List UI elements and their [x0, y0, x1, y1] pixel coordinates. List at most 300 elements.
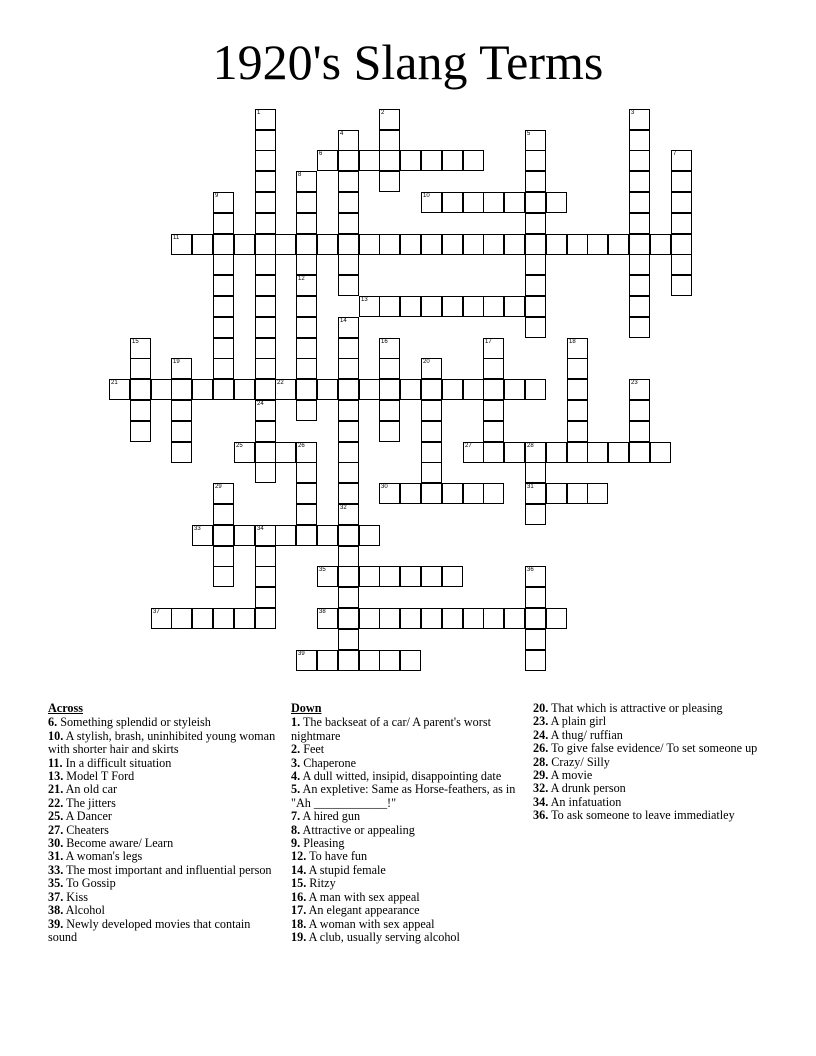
- clue-item: [533, 742, 773, 755]
- grid-cell[interactable]: [525, 254, 546, 275]
- grid-cell[interactable]: [338, 462, 359, 483]
- clue-number: 34.: [533, 794, 549, 809]
- grid-cell[interactable]: [338, 483, 359, 504]
- grid-cell[interactable]: [483, 400, 504, 421]
- grid-cell[interactable]: [317, 379, 338, 400]
- grid-cell[interactable]: [296, 525, 317, 546]
- grid-cell[interactable]: [255, 317, 276, 338]
- clue-text: Model T Ford: [66, 769, 135, 784]
- grid-cell[interactable]: [171, 234, 192, 255]
- grid-cell[interactable]: [525, 504, 546, 525]
- clue-text: Something splendid or styleish: [60, 715, 211, 730]
- clue-item: [291, 837, 527, 850]
- grid-cell[interactable]: [338, 442, 359, 463]
- down-clue-list-2: [533, 702, 773, 823]
- grid-cell[interactable]: [192, 525, 213, 546]
- grid-cell[interactable]: [255, 462, 276, 483]
- cell-number: 10: [423, 193, 430, 199]
- grid-cell[interactable]: [379, 296, 400, 317]
- grid-cell[interactable]: [525, 192, 546, 213]
- grid-cell[interactable]: [483, 421, 504, 442]
- grid-cell[interactable]: [109, 379, 130, 400]
- grid-cell[interactable]: [338, 358, 359, 379]
- grid-cell[interactable]: [255, 150, 276, 171]
- clue-item: [48, 891, 280, 904]
- grid-cell[interactable]: [629, 400, 650, 421]
- grid-cell[interactable]: [442, 150, 463, 171]
- grid-cell[interactable]: [213, 608, 234, 629]
- grid-cell[interactable]: [483, 234, 504, 255]
- grid-cell[interactable]: [359, 650, 380, 671]
- clue-text: Attractive or appealing: [302, 822, 415, 837]
- grid-cell[interactable]: [130, 400, 151, 421]
- grid-cell[interactable]: [255, 587, 276, 608]
- grid-cell[interactable]: [504, 234, 525, 255]
- grid-cell[interactable]: [421, 192, 442, 213]
- grid-cell[interactable]: [421, 462, 442, 483]
- grid-cell[interactable]: [338, 587, 359, 608]
- clue-text: In a difficult situation: [65, 755, 172, 770]
- grid-cell[interactable]: [255, 234, 276, 255]
- grid-cell[interactable]: [567, 421, 588, 442]
- grid-cell[interactable]: [421, 421, 442, 442]
- grid-cell[interactable]: [213, 296, 234, 317]
- grid-cell[interactable]: [525, 379, 546, 400]
- grid-cell[interactable]: [629, 421, 650, 442]
- grid-cell[interactable]: [296, 234, 317, 255]
- grid-cell[interactable]: [130, 338, 151, 359]
- grid-cell[interactable]: [338, 338, 359, 359]
- grid-cell[interactable]: [629, 296, 650, 317]
- grid-cell[interactable]: [338, 629, 359, 650]
- grid-cell[interactable]: [255, 608, 276, 629]
- grid-cell[interactable]: [255, 213, 276, 234]
- grid-cell[interactable]: [400, 296, 421, 317]
- grid-cell[interactable]: [255, 338, 276, 359]
- clue-item: [291, 850, 527, 863]
- grid-cell[interactable]: [379, 109, 400, 130]
- grid-cell[interactable]: [171, 442, 192, 463]
- grid-cell[interactable]: [379, 483, 400, 504]
- grid-cell[interactable]: [608, 234, 629, 255]
- clue-number: 1.: [291, 715, 301, 730]
- grid-cell[interactable]: [379, 130, 400, 151]
- grid-cell[interactable]: [421, 150, 442, 171]
- grid-cell[interactable]: [296, 171, 317, 192]
- grid-cell[interactable]: [379, 421, 400, 442]
- clue-text: A man with sex appeal: [308, 889, 420, 904]
- grid-cell[interactable]: [546, 483, 567, 504]
- grid-cell[interactable]: [525, 317, 546, 338]
- grid-cell[interactable]: [400, 608, 421, 629]
- grid-cell[interactable]: [587, 442, 608, 463]
- grid-cell[interactable]: [338, 650, 359, 671]
- grid-cell[interactable]: [171, 608, 192, 629]
- grid-cell[interactable]: [213, 546, 234, 567]
- grid-cell[interactable]: [525, 587, 546, 608]
- grid-cell[interactable]: [234, 525, 255, 546]
- grid-cell[interactable]: [213, 358, 234, 379]
- grid-cell[interactable]: [400, 150, 421, 171]
- grid-cell[interactable]: [629, 192, 650, 213]
- grid-cell[interactable]: [213, 504, 234, 525]
- grid-cell[interactable]: [296, 650, 317, 671]
- grid-cell[interactable]: [171, 379, 192, 400]
- grid-cell[interactable]: [130, 379, 151, 400]
- grid-cell[interactable]: [629, 130, 650, 151]
- clue-item: [291, 757, 527, 770]
- grid-cell[interactable]: [525, 150, 546, 171]
- grid-cell[interactable]: [213, 317, 234, 338]
- grid-cell[interactable]: [463, 483, 484, 504]
- grid-cell[interactable]: [192, 234, 213, 255]
- grid-cell[interactable]: [421, 608, 442, 629]
- grid-cell[interactable]: [442, 566, 463, 587]
- grid-cell[interactable]: [442, 608, 463, 629]
- grid-cell[interactable]: [255, 546, 276, 567]
- grid-cell[interactable]: [483, 358, 504, 379]
- clue-number: 11.: [48, 755, 63, 770]
- clue-text: A hired gun: [302, 809, 361, 824]
- grid-cell[interactable]: [525, 275, 546, 296]
- grid-cell[interactable]: [463, 442, 484, 463]
- grid-cell[interactable]: [338, 213, 359, 234]
- grid-cell[interactable]: [463, 608, 484, 629]
- grid-cell[interactable]: [359, 296, 380, 317]
- grid-cell[interactable]: [296, 275, 317, 296]
- grid-cell[interactable]: [525, 171, 546, 192]
- grid-cell[interactable]: [463, 150, 484, 171]
- grid-cell[interactable]: [317, 150, 338, 171]
- grid-cell[interactable]: [567, 483, 588, 504]
- grid-cell[interactable]: [650, 234, 671, 255]
- cell-number: 39: [298, 651, 305, 657]
- grid-cell[interactable]: [171, 400, 192, 421]
- grid-cell[interactable]: [338, 379, 359, 400]
- grid-cell[interactable]: [629, 317, 650, 338]
- grid-cell[interactable]: [379, 171, 400, 192]
- grid-cell[interactable]: [213, 275, 234, 296]
- grid-cell[interactable]: [442, 483, 463, 504]
- grid-cell[interactable]: [338, 400, 359, 421]
- grid-cell[interactable]: [234, 379, 255, 400]
- grid-cell[interactable]: [671, 192, 692, 213]
- grid-cell[interactable]: [234, 442, 255, 463]
- grid-cell[interactable]: [255, 379, 276, 400]
- grid-cell[interactable]: [338, 130, 359, 151]
- grid-cell[interactable]: [483, 608, 504, 629]
- clue-number: 15.: [291, 876, 307, 891]
- grid-cell[interactable]: [255, 421, 276, 442]
- grid-cell[interactable]: [296, 358, 317, 379]
- grid-cell[interactable]: [379, 608, 400, 629]
- grid-cell[interactable]: [421, 483, 442, 504]
- grid-cell[interactable]: [379, 566, 400, 587]
- grid-cell[interactable]: [317, 234, 338, 255]
- grid-cell[interactable]: [525, 650, 546, 671]
- grid-cell[interactable]: [421, 379, 442, 400]
- grid-cell[interactable]: [317, 566, 338, 587]
- grid-cell[interactable]: [213, 483, 234, 504]
- grid-cell[interactable]: [421, 400, 442, 421]
- grid-cell[interactable]: [338, 421, 359, 442]
- clue-number: 28.: [533, 754, 549, 769]
- grid-cell[interactable]: [255, 192, 276, 213]
- grid-cell[interactable]: [400, 379, 421, 400]
- grid-cell[interactable]: [255, 275, 276, 296]
- grid-cell[interactable]: [255, 109, 276, 130]
- grid-cell[interactable]: [400, 650, 421, 671]
- grid-cell[interactable]: [525, 566, 546, 587]
- grid-cell[interactable]: [338, 546, 359, 567]
- grid-cell[interactable]: [504, 608, 525, 629]
- grid-cell[interactable]: [338, 525, 359, 546]
- grid-cell[interactable]: [421, 358, 442, 379]
- clue-item: [48, 716, 280, 729]
- clue-text: Pleasing: [303, 836, 345, 851]
- grid-cell[interactable]: [255, 566, 276, 587]
- grid-cell[interactable]: [504, 296, 525, 317]
- clue-text: A stupid female: [308, 862, 386, 877]
- grid-cell[interactable]: [567, 442, 588, 463]
- grid-cell[interactable]: [546, 608, 567, 629]
- grid-cell[interactable]: [213, 338, 234, 359]
- grid-cell[interactable]: [317, 608, 338, 629]
- grid-cell[interactable]: [359, 608, 380, 629]
- grid-cell[interactable]: [296, 483, 317, 504]
- clue-text: To have fun: [309, 849, 368, 864]
- grid-cell[interactable]: [296, 462, 317, 483]
- grid-cell[interactable]: [296, 317, 317, 338]
- grid-cell[interactable]: [629, 275, 650, 296]
- grid-cell[interactable]: [379, 650, 400, 671]
- grid-cell[interactable]: [296, 379, 317, 400]
- grid-cell[interactable]: [213, 254, 234, 275]
- grid-cell[interactable]: [629, 234, 650, 255]
- grid-cell[interactable]: [629, 213, 650, 234]
- grid-cell[interactable]: [255, 296, 276, 317]
- grid-cell[interactable]: [400, 234, 421, 255]
- clue-number: 12.: [291, 849, 307, 864]
- grid-cell[interactable]: [213, 566, 234, 587]
- clue-item: [48, 864, 280, 877]
- grid-cell[interactable]: [275, 442, 296, 463]
- grid-cell[interactable]: [151, 379, 172, 400]
- grid-cell[interactable]: [255, 130, 276, 151]
- grid-cell[interactable]: [671, 150, 692, 171]
- grid-cell[interactable]: [379, 338, 400, 359]
- grid-cell[interactable]: [525, 296, 546, 317]
- grid-cell[interactable]: [567, 358, 588, 379]
- grid-cell[interactable]: [379, 400, 400, 421]
- grid-cell[interactable]: [442, 296, 463, 317]
- grid-cell[interactable]: [421, 296, 442, 317]
- grid-cell[interactable]: [275, 379, 296, 400]
- grid-cell[interactable]: [255, 358, 276, 379]
- grid-cell[interactable]: [504, 379, 525, 400]
- grid-cell[interactable]: [463, 296, 484, 317]
- grid-cell[interactable]: [650, 442, 671, 463]
- grid-cell[interactable]: [338, 234, 359, 255]
- grid-cell[interactable]: [192, 608, 213, 629]
- grid-cell[interactable]: [629, 379, 650, 400]
- grid-cell[interactable]: [255, 525, 276, 546]
- grid-cell[interactable]: [546, 442, 567, 463]
- grid-cell[interactable]: [525, 629, 546, 650]
- grid-cell[interactable]: [671, 275, 692, 296]
- grid-cell[interactable]: [463, 379, 484, 400]
- grid-cell[interactable]: [567, 400, 588, 421]
- grid-cell[interactable]: [525, 483, 546, 504]
- grid-cell[interactable]: [442, 234, 463, 255]
- grid-cell[interactable]: [171, 421, 192, 442]
- clue-text: An old car: [65, 782, 118, 797]
- down-clues: [291, 702, 527, 944]
- grid-cell[interactable]: [296, 504, 317, 525]
- grid-cell[interactable]: [213, 192, 234, 213]
- grid-cell[interactable]: [400, 483, 421, 504]
- grid-cell[interactable]: [421, 566, 442, 587]
- grid-cell[interactable]: [483, 296, 504, 317]
- grid-cell[interactable]: [525, 608, 546, 629]
- grid-cell[interactable]: [483, 192, 504, 213]
- grid-cell[interactable]: [255, 442, 276, 463]
- grid-cell[interactable]: [525, 462, 546, 483]
- grid-cell[interactable]: [483, 338, 504, 359]
- grid-cell[interactable]: [421, 234, 442, 255]
- grid-cell[interactable]: [629, 150, 650, 171]
- grid-cell[interactable]: [546, 234, 567, 255]
- grid-cell[interactable]: [338, 171, 359, 192]
- grid-cell[interactable]: [171, 358, 192, 379]
- grid-cell[interactable]: [421, 442, 442, 463]
- grid-cell[interactable]: [359, 234, 380, 255]
- grid-cell[interactable]: [275, 525, 296, 546]
- grid-cell[interactable]: [608, 442, 629, 463]
- grid-cell[interactable]: [317, 650, 338, 671]
- grid-cell[interactable]: [213, 525, 234, 546]
- grid-cell[interactable]: [629, 109, 650, 130]
- grid-cell[interactable]: [400, 566, 421, 587]
- clue-text: Chaperone: [303, 755, 356, 770]
- grid-cell[interactable]: [130, 358, 151, 379]
- clue-text: A Dancer: [65, 809, 112, 824]
- grid-cell[interactable]: [525, 234, 546, 255]
- grid-cell[interactable]: [255, 400, 276, 421]
- cell-number: 20: [423, 359, 430, 365]
- grid-cell[interactable]: [379, 234, 400, 255]
- grid-cell[interactable]: [629, 254, 650, 275]
- grid-cell[interactable]: [338, 504, 359, 525]
- grid-cell[interactable]: [296, 254, 317, 275]
- grid-cell[interactable]: [275, 234, 296, 255]
- clue-text: An expletive: Same as Horse-feathers, as in "Ah ____________!": [291, 782, 516, 810]
- grid-cell[interactable]: [338, 275, 359, 296]
- grid-cell[interactable]: [213, 213, 234, 234]
- grid-cell[interactable]: [463, 234, 484, 255]
- grid-cell[interactable]: [338, 254, 359, 275]
- cell-number: 15: [132, 339, 139, 345]
- grid-cell[interactable]: [483, 483, 504, 504]
- clue-number: 39.: [48, 916, 64, 931]
- down-heading: Down: [291, 701, 322, 715]
- grid-cell[interactable]: [567, 379, 588, 400]
- grid-cell[interactable]: [483, 379, 504, 400]
- grid-cell[interactable]: [587, 483, 608, 504]
- grid-cell[interactable]: [629, 171, 650, 192]
- grid-cell[interactable]: [213, 234, 234, 255]
- grid-cell[interactable]: [151, 608, 172, 629]
- page-title: 1920's Slang Terms: [212, 34, 604, 90]
- grid-cell[interactable]: [671, 254, 692, 275]
- grid-cell[interactable]: [525, 213, 546, 234]
- grid-cell[interactable]: [296, 296, 317, 317]
- grid-cell[interactable]: [442, 379, 463, 400]
- grid-cell[interactable]: [296, 213, 317, 234]
- grid-cell[interactable]: [338, 608, 359, 629]
- clue-number: 23.: [533, 714, 549, 729]
- grid-cell[interactable]: [296, 192, 317, 213]
- grid-cell[interactable]: [338, 317, 359, 338]
- grid-cell[interactable]: [442, 192, 463, 213]
- grid-cell[interactable]: [296, 338, 317, 359]
- grid-cell[interactable]: [587, 234, 608, 255]
- clue-number: 25.: [48, 809, 64, 824]
- grid-cell[interactable]: [192, 379, 213, 400]
- grid-cell[interactable]: [359, 525, 380, 546]
- cell-number: 16: [381, 339, 388, 345]
- grid-cell[interactable]: [255, 254, 276, 275]
- clue-number: 8.: [291, 822, 301, 837]
- grid-cell[interactable]: [359, 379, 380, 400]
- grid-cell[interactable]: [338, 192, 359, 213]
- grid-cell[interactable]: [338, 150, 359, 171]
- grid-cell[interactable]: [379, 358, 400, 379]
- grid-cell[interactable]: [359, 150, 380, 171]
- grid-cell[interactable]: [671, 234, 692, 255]
- grid-cell[interactable]: [379, 379, 400, 400]
- grid-cell[interactable]: [629, 442, 650, 463]
- grid-cell[interactable]: [359, 566, 380, 587]
- grid-cell[interactable]: [671, 171, 692, 192]
- grid-cell[interactable]: [504, 442, 525, 463]
- grid-cell[interactable]: [379, 150, 400, 171]
- clue-number: 37.: [48, 889, 64, 904]
- clue-number: 6.: [48, 715, 58, 730]
- grid-cell[interactable]: [504, 192, 525, 213]
- cell-number: 32: [340, 505, 347, 511]
- grid-cell[interactable]: [483, 442, 504, 463]
- clue-text: To give false evidence/ To set someone up: [551, 741, 758, 756]
- clue-text: A woman with sex appeal: [308, 916, 435, 931]
- grid-cell[interactable]: [296, 400, 317, 421]
- grid-cell[interactable]: [567, 338, 588, 359]
- grid-cell[interactable]: [463, 192, 484, 213]
- grid-cell[interactable]: [317, 525, 338, 546]
- grid-cell[interactable]: [567, 234, 588, 255]
- grid-cell[interactable]: [213, 379, 234, 400]
- grid-cell[interactable]: [234, 234, 255, 255]
- grid-cell[interactable]: [525, 442, 546, 463]
- grid-cell[interactable]: [671, 213, 692, 234]
- grid-cell[interactable]: [234, 608, 255, 629]
- grid-cell[interactable]: [338, 566, 359, 587]
- grid-cell[interactable]: [255, 171, 276, 192]
- grid-cell[interactable]: [525, 130, 546, 151]
- grid-cell[interactable]: [296, 442, 317, 463]
- grid-cell[interactable]: [130, 421, 151, 442]
- grid-cell[interactable]: [546, 192, 567, 213]
